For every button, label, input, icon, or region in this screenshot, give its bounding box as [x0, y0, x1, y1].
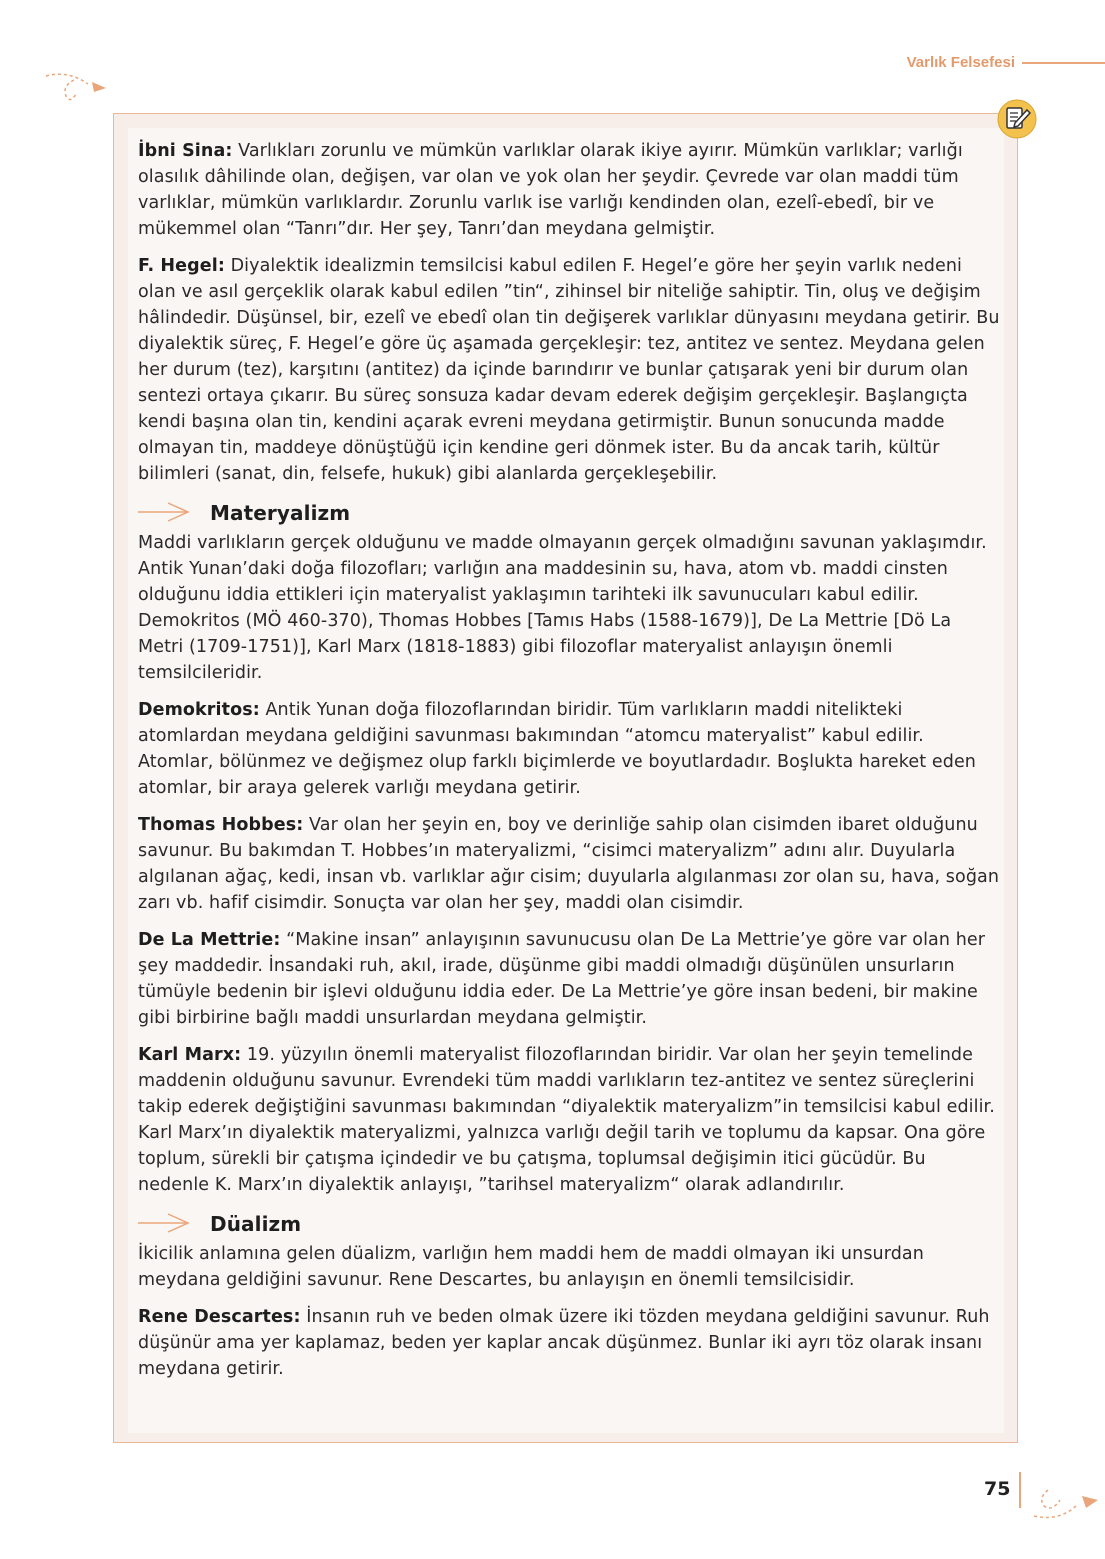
- paragraph-text: Diyalektik idealizmin temsilcisi kabul edilen F. Hegel’e göre her şeyin varlık nedeni olan ve asıl gerçeklik olarak kabul edilen ”tin“, zihinsel bir niteliğe sahiptir. Tin, oluş ve değişim hâlindedir. Düşünsel, bir, ezelî ve ebedî olan tin değişerek varlıklar dünyasını meydana getirir. Bu diyalektik süreç, F. Hegel’e göre üç aşamada gerçekleşir: tez, antitez ve sentez. Meydana gelen her durum (tez), karşıtını (antitez) da içinde barındırır ve bunlar çatışarak yeni bir durum olan sentezi ortaya çıkarır. Bu süreç sonsuza kadar devam ederek değişim gerçekleşir. Başlangıçta kendi başına olan tin, kendini açarak evreni meydana getirmiştir. Bunun sonucunda madde olmayan tin, maddeye dönüştüğü için kendine geri dönmek ister. Bu da ancak tarih, kültür bilimleri (sanat, din, felsefe, hukuk) gibi alanlarda gerçekleşebilir.: [138, 256, 1000, 484]
- note-pencil-icon: [996, 98, 1038, 140]
- paragraph-marx: [138, 1042, 1000, 1198]
- paragraph-descartes: [138, 1304, 1000, 1382]
- term-label: De La Mettrie:: [138, 930, 281, 950]
- paragraph-demokritos: [138, 697, 1000, 801]
- dashed-arrow-icon: [40, 70, 110, 106]
- paragraph-materyalizm: [138, 530, 1000, 686]
- term-label: Demokritos:: [138, 700, 260, 720]
- paragraph-hegel: [138, 253, 1000, 487]
- section-title: Düalizm: [210, 1212, 302, 1236]
- paragraph-hobbes: [138, 812, 1000, 916]
- paragraph-text: Var olan her şeyin en, boy ve derinliğe sahip olan cisimden ibaret olduğunu savunur. Bu bakımdan T. Hobbes’ın materyalizmi, “cisimci materyalizm” adını alır. Duyularla algılanan ağaç, kedi, insan vb. varlıklar ağır cisim; duyularla algılanması zor olan su, hava, soğan zarı vb. hafif cisimdir. Sonuçta var olan her şey, maddi olan cisimdir.: [138, 815, 1000, 913]
- term-label: F. Hegel:: [138, 256, 225, 276]
- paragraph-text: 19. yüzyılın önemli materyalist filozoflarından biridir. Var olan her şeyin temelinde maddenin olduğunu savunur. Evrendeki tüm maddi varlıkların tez-antitez ve sentez süreçlerini takip ederek değiştiğini savunması bakımından “diyalektik materyalizm”in temsilcisi kabul edilir. Karl Marx’ın diyalektik materyalizmi, yalnızca varlığı değil tarih ve toplumu da kapsar. Ona göre toplum, sürekli bir çatışma içindedir ve bu çatışma, toplumsal değişimin itici gücüdür. Bu nedenle K. Marx’ın diyalektik anlayışı, ”tarihsel materyalizm“ olarak adlandırılır.: [138, 1045, 995, 1195]
- section-heading-dualizm: [138, 1209, 1000, 1239]
- term-label: Rene Descartes:: [138, 1307, 301, 1327]
- term-label: İbni Sina:: [138, 141, 233, 161]
- paragraph-text: Maddi varlıkların gerçek olduğunu ve madde olmayanın gerçek olmadığını savunan yaklaşımdır. Antik Yunan’daki doğa filozofları; varlığın ana maddesinin su, hava, atom vb. maddi cinsten olduğunu iddia ettikleri için materyalist yaklaşımın tarihteki ilk savunucuları kabul edilir. Demokritos (MÖ 460-370), Thomas Hobbes [Tamıs Habs (1588-1679)], De La Mettrie [Dö La Metri (1709-1751)], Karl Marx (1818-1883) gibi filozoflar materyalist anlayışın önemli temsilcileridir.: [138, 533, 987, 683]
- header-rule: [1022, 62, 1105, 64]
- paragraph-de-la-mettrie: [138, 927, 1000, 1031]
- page-number: 75: [984, 1478, 1011, 1500]
- paragraph-ibni-sina: [138, 138, 1000, 242]
- arrow-icon: [138, 1213, 190, 1233]
- section-title: Materyalizm: [210, 501, 351, 525]
- paragraph-text: “Makine insan” anlayışının savunucusu olan De La Mettrie’ye göre var olan her şey maddedir. İnsandaki ruh, akıl, irade, düşünme gibi maddi olmadığı düşünülen unsurların tümüyle bedenin bir işlevi olduğunu iddia eder. De La Mettrie’ye göre insan bedeni, bir makine gibi birbirine bağlı maddi unsurlardan meydana gelmiştir.: [138, 930, 986, 1028]
- paragraph-text: İnsanın ruh ve beden olmak üzere iki tözden meydana geldiğini savunur. Ruh düşünür ama yer kaplamaz, beden yer kaplar ancak düşünmez. Bunlar iki ayrı töz olarak insanı meydana getirir.: [138, 1307, 990, 1379]
- page-rule: [1019, 1472, 1021, 1508]
- dashed-arrow-icon: [1030, 1482, 1105, 1522]
- term-label: Karl Marx:: [138, 1045, 242, 1065]
- header-title: Varlık Felsefesi: [906, 54, 1015, 71]
- paragraph-dualizm: [138, 1241, 1000, 1293]
- arrow-icon: [138, 502, 190, 522]
- paragraph-text: Antik Yunan doğa filozoflarından biridir. Tüm varlıkların maddi nitelikteki atomlardan meydana geldiğini savunması bakımından “atomcu materyalist” kabul edilir. Atomlar, bölünmez ve değişmez olup farklı biçimlerde ve boyutlardadır. Boşlukta hareket eden atomlar, bir araya gelerek varlığı meydana getirir.: [138, 700, 976, 798]
- paragraph-text: İkicilik anlamına gelen düalizm, varlığın hem maddi hem de maddi olmayan iki unsurdan meydana geldiğini savunur. Rene Descartes, bu anlayışın en önemli temsilcisidir.: [138, 1244, 924, 1290]
- paragraph-text: Varlıkları zorunlu ve mümkün varlıklar olarak ikiye ayırır. Mümkün varlıklar; varlığı olasılık dâhilinde olan, değişen, var olan ve yok olan her şeydir. Çevrede var olan maddi tüm varlıklar, mümkün varlıklardır. Zorunlu varlık ise varlığı kendinden olan, ezelî-ebedî, bir ve mükemmel olan “Tanrı”dır. Her şey, Tanrı’dan meydana gelmiştir.: [138, 141, 963, 239]
- term-label: Thomas Hobbes:: [138, 815, 304, 835]
- page-content: [138, 138, 1000, 1393]
- section-heading-materyalizm: [138, 498, 1000, 528]
